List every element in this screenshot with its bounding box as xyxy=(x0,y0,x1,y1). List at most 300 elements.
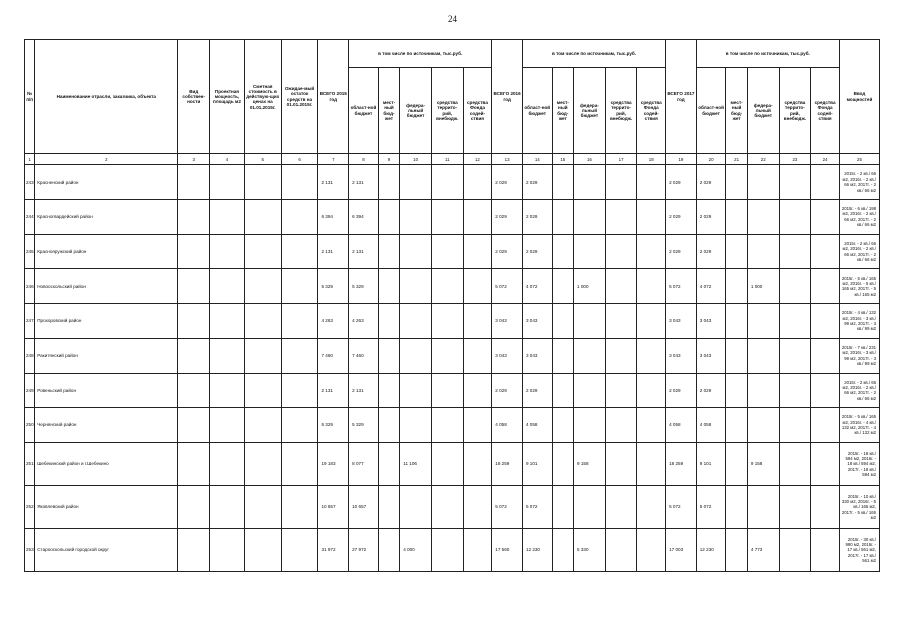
territory-2017-cell xyxy=(779,408,811,443)
federal-2017-cell xyxy=(747,304,779,339)
table-row xyxy=(25,200,880,235)
row-name: Яковлевский район xyxy=(35,485,178,528)
row-number: 248 xyxy=(25,338,35,373)
column-number: 8 xyxy=(349,154,379,165)
regional-2015-cell: 7 460 xyxy=(349,338,379,373)
commissioning-cell: 2015г. - 2 кв./ 66 м2, 2016г. - 2 кв./ 66 м2, 2017г. - 2 кв./ 66 м2 xyxy=(839,165,879,200)
fund-2016-cell xyxy=(637,338,666,373)
column-number: 2 xyxy=(35,154,178,165)
local-2015-cell xyxy=(378,200,399,235)
federal-2016-cell: 9 158 xyxy=(574,442,606,485)
fund-2016-cell xyxy=(637,442,666,485)
fund-2017-cell xyxy=(811,200,840,235)
territory-2017-cell xyxy=(779,442,811,485)
regional-2015-cell: 2 131 xyxy=(349,165,379,200)
local-2017-cell xyxy=(726,165,747,200)
estimated-cost-cell xyxy=(244,269,281,304)
regional-2016-cell: 2 029 xyxy=(522,200,552,235)
federal-2015-cell xyxy=(400,234,432,269)
federal-2016-cell xyxy=(574,304,606,339)
fund-2017-cell xyxy=(811,165,840,200)
local-2016-cell xyxy=(552,304,573,339)
total-2017-cell: 5 072 xyxy=(666,269,697,304)
header-territory-2015: средства террито-рий, внебюдж. xyxy=(431,67,463,154)
row-name: Ровеньский район xyxy=(35,373,178,408)
federal-2016-cell xyxy=(574,373,606,408)
local-2017-cell xyxy=(726,528,747,571)
territory-2015-cell xyxy=(431,485,463,528)
total-2016-cell: 5 072 xyxy=(492,269,523,304)
territory-2017-cell xyxy=(779,373,811,408)
header-sources-2016: в том числе по источникам, тыс.руб. xyxy=(522,40,665,68)
column-number: 11 xyxy=(431,154,463,165)
row-number: 246 xyxy=(25,269,35,304)
fund-2017-cell xyxy=(811,304,840,339)
total-2016-cell: 4 058 xyxy=(492,408,523,443)
territory-2015-cell xyxy=(431,373,463,408)
local-2015-cell xyxy=(378,408,399,443)
expected-remaining-cell xyxy=(281,408,318,443)
total-2017-cell: 2 029 xyxy=(666,165,697,200)
total-2016-cell: 2 029 xyxy=(492,200,523,235)
total-2017-cell: 3 043 xyxy=(666,304,697,339)
expected-remaining-cell xyxy=(281,485,318,528)
regional-2015-cell: 27 972 xyxy=(349,528,379,571)
federal-2017-cell xyxy=(747,338,779,373)
column-number: 24 xyxy=(811,154,840,165)
local-2017-cell xyxy=(726,408,747,443)
fund-2017-cell xyxy=(811,234,840,269)
capacity-cell xyxy=(210,269,245,304)
capacity-cell xyxy=(210,165,245,200)
estimated-cost-cell xyxy=(244,485,281,528)
total-2015-cell: 2 131 xyxy=(318,165,349,200)
regional-2017-cell: 3 043 xyxy=(696,338,726,373)
row-number: 247 xyxy=(25,304,35,339)
investment-table xyxy=(24,39,880,572)
column-number: 25 xyxy=(839,154,879,165)
header-federal-2017: федера-льный бюджет xyxy=(747,67,779,154)
total-2016-cell: 2 029 xyxy=(492,373,523,408)
territory-2017-cell xyxy=(779,165,811,200)
fund-2016-cell xyxy=(637,234,666,269)
total-2015-cell: 5 329 xyxy=(318,269,349,304)
fund-2015-cell xyxy=(463,338,492,373)
territory-2015-cell xyxy=(431,200,463,235)
territory-2017-cell xyxy=(779,200,811,235)
local-2017-cell xyxy=(726,485,747,528)
local-2016-cell xyxy=(552,408,573,443)
territory-2015-cell xyxy=(431,304,463,339)
row-name: Ракитянский район xyxy=(35,338,178,373)
regional-2015-cell: 2 131 xyxy=(349,234,379,269)
estimated-cost-cell xyxy=(244,234,281,269)
table-row xyxy=(25,165,880,200)
total-2017-cell: 2 029 xyxy=(666,200,697,235)
commissioning-cell: 2015г. - 7 кв./ 231 м2, 2016г. - 3 кв./ 99 м2, 2017г. - 3 кв./ 99 м2 xyxy=(839,338,879,373)
federal-2016-cell xyxy=(574,234,606,269)
estimated-cost-cell xyxy=(244,373,281,408)
fund-2015-cell xyxy=(463,528,492,571)
table-row xyxy=(25,269,880,304)
commissioning-cell: 2015г. - 4 кв./ 132 м2, 2016г. - 3 кв./ 99 м2, 2017г. - 3 кв./ 99 м2 xyxy=(839,304,879,339)
total-2017-cell: 2 029 xyxy=(666,234,697,269)
total-2015-cell: 6 394 xyxy=(318,200,349,235)
column-number: 14 xyxy=(522,154,552,165)
column-number: 18 xyxy=(637,154,666,165)
total-2017-cell: 18 259 xyxy=(666,442,697,485)
ownership-cell xyxy=(178,269,210,304)
table-row xyxy=(25,338,880,373)
total-2017-cell: 4 058 xyxy=(666,408,697,443)
total-2015-cell: 2 131 xyxy=(318,373,349,408)
page-number: 24 xyxy=(448,14,457,24)
total-2017-cell: 3 043 xyxy=(666,338,697,373)
local-2015-cell xyxy=(378,304,399,339)
territory-2017-cell xyxy=(779,528,811,571)
column-number: 22 xyxy=(747,154,779,165)
column-number: 10 xyxy=(400,154,432,165)
regional-2015-cell: 10 657 xyxy=(349,485,379,528)
territory-2016-cell xyxy=(605,528,637,571)
header-territory-2017: средства террито-рий, внебюдж. xyxy=(779,67,811,154)
territory-2016-cell xyxy=(605,408,637,443)
territory-2016-cell xyxy=(605,269,637,304)
total-2016-cell: 3 043 xyxy=(492,304,523,339)
table-row xyxy=(25,373,880,408)
territory-2016-cell xyxy=(605,373,637,408)
local-2016-cell xyxy=(552,485,573,528)
capacity-cell xyxy=(210,304,245,339)
column-number: 12 xyxy=(463,154,492,165)
column-number: 5 xyxy=(244,154,281,165)
ownership-cell xyxy=(178,408,210,443)
territory-2015-cell xyxy=(431,165,463,200)
estimated-cost-cell xyxy=(244,304,281,339)
fund-2016-cell xyxy=(637,304,666,339)
fund-2017-cell xyxy=(811,528,840,571)
capacity-cell xyxy=(210,442,245,485)
territory-2017-cell xyxy=(779,485,811,528)
federal-2016-cell xyxy=(574,338,606,373)
column-number: 3 xyxy=(178,154,210,165)
fund-2017-cell xyxy=(811,338,840,373)
capacity-cell xyxy=(210,234,245,269)
local-2015-cell xyxy=(378,165,399,200)
federal-2015-cell: 4 000 xyxy=(400,528,432,571)
territory-2016-cell xyxy=(605,442,637,485)
regional-2016-cell: 3 043 xyxy=(522,338,552,373)
fund-2015-cell xyxy=(463,485,492,528)
local-2016-cell xyxy=(552,234,573,269)
fund-2015-cell xyxy=(463,304,492,339)
expected-remaining-cell xyxy=(281,528,318,571)
federal-2017-cell: 9 158 xyxy=(747,442,779,485)
territory-2016-cell xyxy=(605,234,637,269)
commissioning-cell: 2015г. - 2 кв./ 66 м2, 2016г. - 2 кв./ 66 м2, 2017г. - 2 кв./ 66 м2 xyxy=(839,234,879,269)
total-2015-cell: 31 972 xyxy=(318,528,349,571)
local-2016-cell xyxy=(552,528,573,571)
local-2015-cell xyxy=(378,528,399,571)
regional-2017-cell: 4 058 xyxy=(696,408,726,443)
regional-2015-cell: 2 131 xyxy=(349,373,379,408)
federal-2016-cell xyxy=(574,485,606,528)
total-2016-cell: 2 029 xyxy=(492,234,523,269)
row-name: Красненский район xyxy=(35,165,178,200)
fund-2016-cell xyxy=(637,408,666,443)
fund-2015-cell xyxy=(463,234,492,269)
fund-2017-cell xyxy=(811,442,840,485)
table-body xyxy=(25,165,880,572)
column-number: 9 xyxy=(378,154,399,165)
local-2017-cell xyxy=(726,200,747,235)
fund-2015-cell xyxy=(463,373,492,408)
federal-2015-cell xyxy=(400,269,432,304)
federal-2017-cell xyxy=(747,234,779,269)
regional-2017-cell: 2 029 xyxy=(696,234,726,269)
federal-2017-cell xyxy=(747,165,779,200)
header-regional-2015: област-ной бюджет xyxy=(349,67,379,154)
federal-2016-cell: 5 330 xyxy=(574,528,606,571)
fund-2017-cell xyxy=(811,485,840,528)
header-territory-2016: средства террито-рий, внебюдж. xyxy=(605,67,637,154)
ownership-cell xyxy=(178,442,210,485)
row-number: 250 xyxy=(25,408,35,443)
header-total-2017: ВСЕГО 2017 год xyxy=(666,40,697,154)
total-2016-cell: 3 043 xyxy=(492,338,523,373)
header-estimated-cost: Сметная стоимость в действую-щих ценах на 01.01.2015г. xyxy=(244,40,281,154)
row-name: Прохоровский район xyxy=(35,304,178,339)
regional-2017-cell: 9 101 xyxy=(696,442,726,485)
total-2016-cell: 18 259 xyxy=(492,442,523,485)
header-num: № п/п xyxy=(25,40,35,154)
column-number: 6 xyxy=(281,154,318,165)
capacity-cell xyxy=(210,485,245,528)
local-2015-cell xyxy=(378,373,399,408)
commissioning-cell: 2015г. - 10 кв./ 330 м2, 2016г. - 5 кв./ 165 м2, 2017г. - 5 кв./ 165 м2 xyxy=(839,485,879,528)
federal-2015-cell xyxy=(400,373,432,408)
fund-2016-cell xyxy=(637,485,666,528)
fund-2017-cell xyxy=(811,408,840,443)
local-2017-cell xyxy=(726,234,747,269)
total-2015-cell: 5 329 xyxy=(318,408,349,443)
federal-2015-cell xyxy=(400,408,432,443)
local-2015-cell xyxy=(378,442,399,485)
ownership-cell xyxy=(178,528,210,571)
regional-2016-cell: 12 230 xyxy=(522,528,552,571)
commissioning-cell: 2015г. - 30 кв./ 990 м2, 2016г. - 17 кв./ 561 м2, 2017г. - 17 кв./ 561 м2 xyxy=(839,528,879,571)
total-2016-cell: 17 560 xyxy=(492,528,523,571)
regional-2015-cell: 6 394 xyxy=(349,200,379,235)
column-number: 15 xyxy=(552,154,573,165)
regional-2016-cell: 4 072 xyxy=(522,269,552,304)
regional-2016-cell: 2 029 xyxy=(522,373,552,408)
row-name: Шебекинский район и г.Шебекино xyxy=(35,442,178,485)
total-2015-cell: 4 263 xyxy=(318,304,349,339)
territory-2016-cell xyxy=(605,165,637,200)
fund-2015-cell xyxy=(463,200,492,235)
federal-2017-cell: 4 773 xyxy=(747,528,779,571)
fund-2016-cell xyxy=(637,200,666,235)
row-name: Чернянский район xyxy=(35,408,178,443)
territory-2015-cell xyxy=(431,528,463,571)
regional-2015-cell: 5 329 xyxy=(349,269,379,304)
local-2017-cell xyxy=(726,304,747,339)
header-fund-2016: средства Фонда содей-ствия xyxy=(637,67,666,154)
regional-2016-cell: 3 043 xyxy=(522,304,552,339)
header-local-2015: мест-ный бюд-жет xyxy=(378,67,399,154)
row-name: Новооскольский район xyxy=(35,269,178,304)
header-local-2017: мест-ный бюд-жет xyxy=(726,67,747,154)
local-2015-cell xyxy=(378,338,399,373)
expected-remaining-cell xyxy=(281,373,318,408)
local-2016-cell xyxy=(552,338,573,373)
federal-2017-cell xyxy=(747,200,779,235)
federal-2017-cell xyxy=(747,485,779,528)
fund-2015-cell xyxy=(463,442,492,485)
federal-2016-cell xyxy=(574,200,606,235)
estimated-cost-cell xyxy=(244,165,281,200)
regional-2016-cell: 4 058 xyxy=(522,408,552,443)
header-sources-2017: в том числе по источникам, тыс.руб. xyxy=(696,40,839,68)
header-expected-remaining: Ожидае-мый остаток средств на 01.01.2015г. xyxy=(281,40,318,154)
capacity-cell xyxy=(210,338,245,373)
federal-2015-cell: 11 106 xyxy=(400,442,432,485)
regional-2017-cell: 12 230 xyxy=(696,528,726,571)
fund-2015-cell xyxy=(463,408,492,443)
territory-2016-cell xyxy=(605,338,637,373)
regional-2017-cell: 5 072 xyxy=(696,485,726,528)
territory-2015-cell xyxy=(431,442,463,485)
column-number: 17 xyxy=(605,154,637,165)
local-2016-cell xyxy=(552,269,573,304)
total-2016-cell: 2 029 xyxy=(492,165,523,200)
regional-2015-cell: 4 263 xyxy=(349,304,379,339)
header-commissioning: Ввод мощностей xyxy=(839,40,879,154)
commissioning-cell: 2015г. - 5 кв./ 165 м2, 2016г. - 5 кв./ 165 м2, 2017г. - 5 кв./ 165 м2 xyxy=(839,269,879,304)
total-2017-cell: 5 072 xyxy=(666,485,697,528)
capacity-cell xyxy=(210,373,245,408)
header-regional-2017: област-ной бюджет xyxy=(696,67,726,154)
local-2015-cell xyxy=(378,485,399,528)
fund-2015-cell xyxy=(463,165,492,200)
header-federal-2015: федера-льный бюджет xyxy=(400,67,432,154)
fund-2015-cell xyxy=(463,269,492,304)
commissioning-cell: 2015г. - 6 кв./ 198 м2, 2016г. - 2 кв./ 66 м2, 2017г. - 2 кв./ 66 м2 xyxy=(839,200,879,235)
total-2015-cell: 2 131 xyxy=(318,234,349,269)
territory-2017-cell xyxy=(779,338,811,373)
local-2016-cell xyxy=(552,165,573,200)
column-number: 1 xyxy=(25,154,35,165)
territory-2015-cell xyxy=(431,408,463,443)
table-row xyxy=(25,304,880,339)
column-number: 21 xyxy=(726,154,747,165)
local-2016-cell xyxy=(552,373,573,408)
federal-2017-cell xyxy=(747,408,779,443)
regional-2016-cell: 9 101 xyxy=(522,442,552,485)
header-fund-2017: средства Фонда содей-ствия xyxy=(811,67,840,154)
federal-2017-cell xyxy=(747,373,779,408)
column-number: 19 xyxy=(666,154,697,165)
total-2017-cell: 2 029 xyxy=(666,373,697,408)
header-total-2015: ВСЕГО 2015 год xyxy=(318,40,349,154)
territory-2016-cell xyxy=(605,304,637,339)
fund-2016-cell xyxy=(637,528,666,571)
expected-remaining-cell xyxy=(281,269,318,304)
expected-remaining-cell xyxy=(281,304,318,339)
regional-2016-cell: 5 072 xyxy=(522,485,552,528)
header-regional-2016: област-ной бюджет xyxy=(522,67,552,154)
row-name: Красногвардейский район xyxy=(35,200,178,235)
federal-2016-cell: 1 000 xyxy=(574,269,606,304)
territory-2017-cell xyxy=(779,269,811,304)
total-2016-cell: 5 072 xyxy=(492,485,523,528)
local-2017-cell xyxy=(726,373,747,408)
regional-2015-cell: 5 329 xyxy=(349,408,379,443)
table-row xyxy=(25,408,880,443)
ownership-cell xyxy=(178,234,210,269)
fund-2016-cell xyxy=(637,165,666,200)
column-number: 4 xyxy=(210,154,245,165)
federal-2015-cell xyxy=(400,304,432,339)
commissioning-cell: 2015г. - 18 кв./ 594 м2, 2016г. - 18 кв./ 594 м2, 2017г. - 18 кв./ 594 м2 xyxy=(839,442,879,485)
total-2015-cell: 19 183 xyxy=(318,442,349,485)
row-number: 253 xyxy=(25,528,35,571)
row-number: 252 xyxy=(25,485,35,528)
local-2016-cell xyxy=(552,200,573,235)
territory-2015-cell xyxy=(431,234,463,269)
local-2017-cell xyxy=(726,338,747,373)
regional-2017-cell: 4 072 xyxy=(696,269,726,304)
federal-2015-cell xyxy=(400,338,432,373)
fund-2017-cell xyxy=(811,373,840,408)
total-2015-cell: 7 460 xyxy=(318,338,349,373)
capacity-cell xyxy=(210,200,245,235)
estimated-cost-cell xyxy=(244,200,281,235)
column-number-row xyxy=(25,154,880,165)
header-name: Наименование отрасли, заказчика, объекта xyxy=(35,40,178,154)
header-total-2016: ВСЕГО 2016 год xyxy=(492,40,523,154)
territory-2017-cell xyxy=(779,304,811,339)
regional-2017-cell: 2 029 xyxy=(696,373,726,408)
commissioning-cell: 2015г. - 2 кв./ 66 м2, 2016г. - 2 кв./ 66 м2, 2017г. - 2 кв./ 66 м2 xyxy=(839,373,879,408)
territory-2015-cell xyxy=(431,338,463,373)
ownership-cell xyxy=(178,485,210,528)
row-number: 249 xyxy=(25,373,35,408)
ownership-cell xyxy=(178,304,210,339)
local-2017-cell xyxy=(726,269,747,304)
territory-2015-cell xyxy=(431,269,463,304)
federal-2015-cell xyxy=(400,165,432,200)
fund-2017-cell xyxy=(811,269,840,304)
ownership-cell xyxy=(178,338,210,373)
column-number: 7 xyxy=(318,154,349,165)
estimated-cost-cell xyxy=(244,338,281,373)
territory-2016-cell xyxy=(605,200,637,235)
estimated-cost-cell xyxy=(244,408,281,443)
regional-2017-cell: 2 029 xyxy=(696,165,726,200)
regional-2015-cell: 8 077 xyxy=(349,442,379,485)
federal-2016-cell xyxy=(574,165,606,200)
expected-remaining-cell xyxy=(281,442,318,485)
row-name: Краснояружский район xyxy=(35,234,178,269)
column-number: 16 xyxy=(574,154,606,165)
header-local-2016: мест-ный бюд-жет xyxy=(552,67,573,154)
total-2017-cell: 17 003 xyxy=(666,528,697,571)
local-2015-cell xyxy=(378,234,399,269)
header-ownership: Вид собствен-ности xyxy=(178,40,210,154)
local-2015-cell xyxy=(378,269,399,304)
